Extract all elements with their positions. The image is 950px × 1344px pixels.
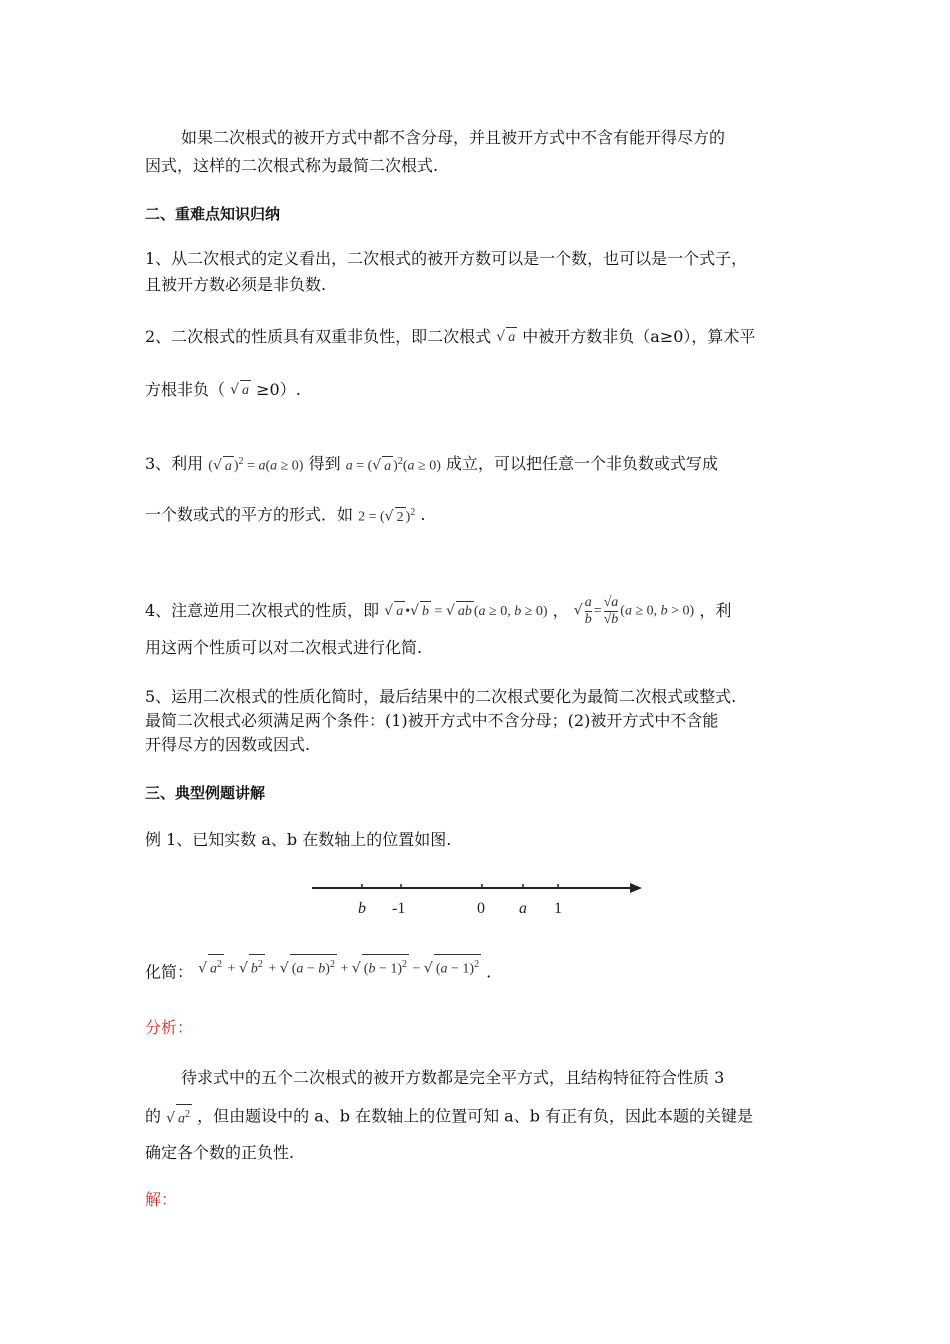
- analysis-line-3: 确定各个数的正负性.: [145, 1143, 295, 1162]
- item-4-text-a: 4、注意逆用二次根式的性质，即: [145, 601, 380, 620]
- item-2-text-d: ≥0）.: [256, 380, 301, 399]
- intro-line-1: 如果二次根式的被开方式中都不含分母，并且被开方式中不含有能开得尽方的: [181, 128, 726, 147]
- item-5-line-1: 5、运用二次根式的性质化简时，最后结果中的二次根式要化为最简二次根式或整式.: [145, 687, 737, 706]
- sqrt-a-formula-2: √ a: [230, 380, 251, 401]
- section-2-heading: 二、重难点知识归纳: [145, 205, 281, 223]
- solution-label: 解：: [145, 1190, 178, 1209]
- simplify-end: .: [486, 962, 492, 982]
- formula-product-rule: √ a •√ b = √ ab (a ≥ 0, b ≥ 0): [384, 601, 547, 622]
- item-4-line-2: 用这两个性质可以对二次根式进行化简.: [145, 638, 423, 657]
- section-3-heading: 三、典型例题讲解: [145, 784, 266, 802]
- item-5-line-3: 开得尽方的因数或因式.: [145, 735, 311, 754]
- item-2-text-c: 方根非负（: [145, 380, 226, 399]
- item-3-text-e: .: [420, 504, 426, 524]
- analysis-line-2: [145, 1104, 753, 1130]
- item-4-line-1: [145, 595, 731, 628]
- item-4-text-c: ，利: [699, 601, 732, 620]
- item-3-line-1: [145, 452, 718, 477]
- number-line-figure: [310, 874, 646, 918]
- formula-sqrt-a-squared: (√ a )$^2$ = a(a ≥ 0): [208, 452, 303, 477]
- simplify-label: 化简：: [145, 962, 194, 982]
- analysis-label: 分析：: [145, 1018, 194, 1037]
- item-3-text-d: 一个数或式的平方的形式．如: [145, 504, 354, 524]
- label-one: 1: [554, 900, 562, 917]
- label-zero: 0: [477, 900, 485, 917]
- item-3-text-b: 得到: [308, 453, 341, 473]
- item-3-text-a: 3、利用: [145, 453, 204, 473]
- label-a: a: [519, 900, 527, 917]
- item-3-line-2: [145, 503, 425, 528]
- item-4-text-b: ，: [552, 601, 569, 620]
- example-1-text: 例 1、已知实数 a、b 在数轴上的位置如图.: [145, 830, 452, 849]
- item-2-text-b: 中被开方数非负（a≥0），算术平: [522, 327, 756, 346]
- simplify-expression: √ $a^2$ + √ $b^2$ + √ $(a - b)^2$ + √ $(b - 1)^2$ − √ $(a - 1)^2$: [198, 954, 481, 980]
- item-5-line-2: 最简二次根式必须满足两个条件：(1)被开方式中不含分母；(2)被开方式中不含能: [145, 711, 719, 730]
- sqrt-a-formula: √ a: [496, 327, 517, 348]
- analysis-text-2b: ，但由题设中的 a、b 在数轴上的位置可知 a、b 有正有负，因此本题的关键是: [197, 1106, 754, 1126]
- formula-quotient-rule: √ $\frac{a}{b}$ = $\frac{√a}{√b}$ (a ≥ 0, b > 0): [573, 595, 695, 627]
- item-2-line-1: [145, 327, 755, 348]
- label-minus-1: -1: [392, 900, 406, 917]
- analysis-text-2a: 的: [145, 1106, 162, 1126]
- number-line-arrow: [630, 883, 642, 893]
- item-1-line-1: 1、从二次根式的定义看出，二次根式的被开方数可以是一个数，也可以是一个式子，: [145, 249, 748, 268]
- label-b: b: [358, 900, 366, 917]
- item-2-line-2: [145, 380, 301, 401]
- item-1-line-2: 且被开方数必须是非负数.: [145, 275, 327, 294]
- sqrt-a-squared-formula: √ $a^2$: [166, 1104, 192, 1130]
- intro-line-2: 因式，这样的二次根式称为最简二次根式.: [145, 156, 439, 175]
- formula-two-example: 2 = (√ 2 )$^2$: [358, 503, 415, 528]
- item-3-text-c: 成立，可以把任意一个非负数或式写成: [445, 453, 718, 473]
- item-2-text-a: 2、二次根式的性质具有双重非负性，即二次根式: [145, 327, 492, 346]
- formula-a-equals: a = (√ a )$^2$(a ≥ 0): [346, 452, 441, 477]
- simplify-line: [145, 960, 491, 986]
- analysis-line-1: 待求式中的五个二次根式的被开方数都是完全平方式，且结构特征符合性质 3: [181, 1068, 725, 1087]
